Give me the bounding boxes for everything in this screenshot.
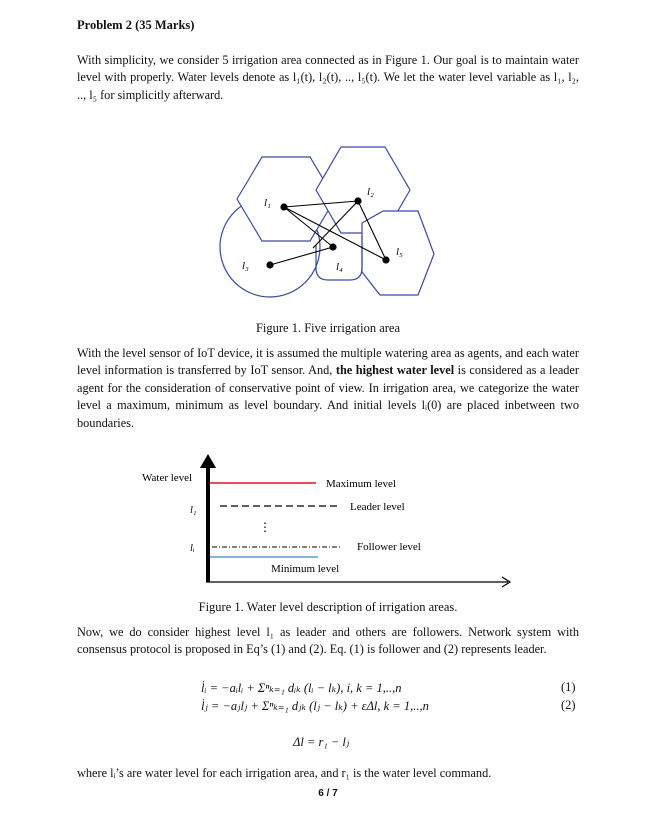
- label-l2: l₂: [367, 186, 374, 198]
- y-axis-label: Water level: [142, 472, 193, 484]
- irrigation-network-diagram: [200, 140, 440, 305]
- label-l5: l₅: [396, 246, 403, 258]
- minimum-level-label: Minimum level: [271, 563, 340, 575]
- l1-tick-label: l₁: [190, 505, 197, 516]
- figure2-caption: Figure 1. Water level description of irrigation areas.: [198, 600, 458, 614]
- definition-paragraph: where lᵢ’s are water level for each irrigation area, and r₁ is the water level command.: [77, 766, 492, 780]
- consensus-paragraph: Now, we do consider highest level l₁ as leader and others are followers. Network system with consensus protocol is proposed in Eq’s (1) and (2). Eq. (1) is follower and (2) represents leader.: [77, 625, 579, 657]
- equation-3: Δl = r₁ − lⱼ: [293, 735, 350, 749]
- water-level-diagram: [135, 452, 525, 592]
- problem-title: Problem 2 (35 Marks): [77, 18, 195, 32]
- equation-1: l̇ᵢ = −aᵢlᵢ + Σⁿₖ₌₁ dᵢₖ (lᵢ − lₖ), i, k = 1,..,n: [201, 681, 402, 695]
- page-number: 6 / 7: [318, 788, 338, 799]
- dots-label: ⋮: [259, 520, 271, 534]
- figure1-caption: Figure 1. Five irrigation area: [255, 321, 401, 335]
- label-l3: l₃: [242, 260, 249, 272]
- li-tick-label: lᵢ: [190, 543, 195, 554]
- area-l1-hexagon: [237, 157, 335, 241]
- y-axis-arrow: [200, 454, 216, 468]
- intro-paragraph: With simplicity, we consider 5 irrigation area connected as in Figure 1. Our goal is to maintain water level with properly. Water levels denote as l₁(t), l₂(t), .., l₅(t). We let the water level variable as l₁, l₂, .., l₅ for simplicitly afterward.: [77, 53, 579, 102]
- label-l4: l₄: [336, 261, 343, 273]
- follower-level-label: Follower level: [357, 541, 421, 553]
- label-l1: l₁: [264, 197, 271, 209]
- equation-2: l̇ⱼ = −aⱼlⱼ + Σⁿₖ₌₁ dⱼₖ (lⱼ − lₖ) + εΔl, k = 1,..,n: [201, 699, 429, 713]
- iot-paragraph: [77, 345, 579, 432]
- leader-level-label: Leader level: [350, 501, 405, 513]
- equation-2-number: (2): [561, 698, 576, 712]
- iot-paragraph-text1: With the level sensor of IoT device, it is assumed the multiple watering area as agents, and each water level information is transferred by IoT sensor. And,: [77, 346, 579, 378]
- iot-paragraph-text2: is considered as a leader agent for the consideration of conservative point of view. In irrigation area, we categorize the water level a maximum, minimum as level boundary. And initial levels lᵢ(0) are placed inbetween two boundaries.: [77, 363, 579, 430]
- highest-level-bold: the highest water level: [335, 363, 455, 378]
- equation-1-number: (1): [561, 680, 576, 694]
- area-l4-shape: [316, 236, 362, 280]
- maximum-level-label: Maximum level: [326, 478, 396, 490]
